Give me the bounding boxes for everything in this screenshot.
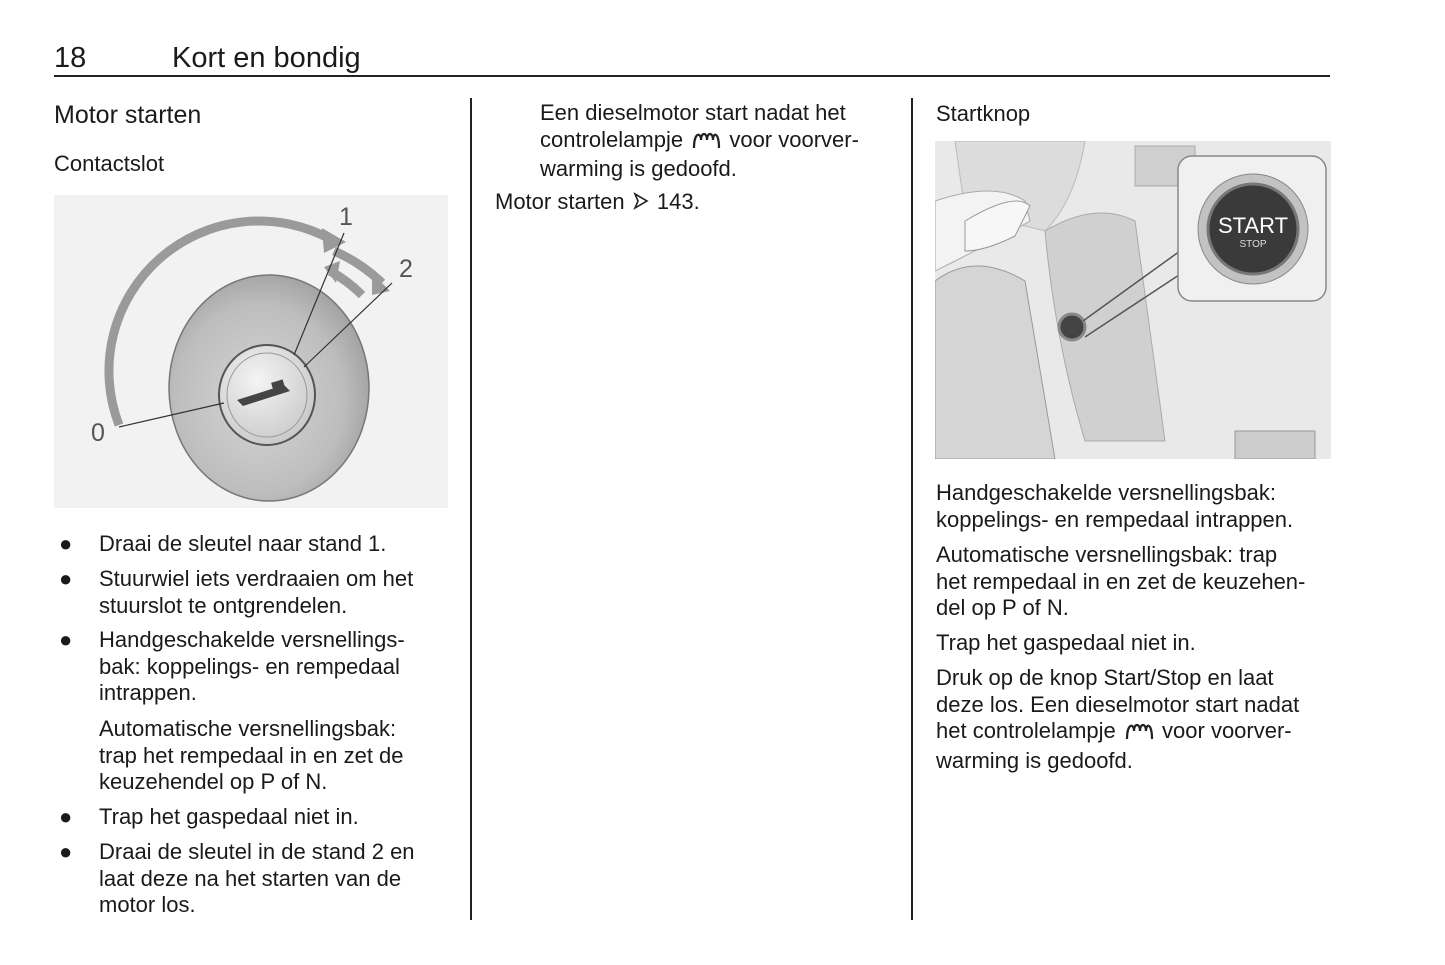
header-rule <box>54 75 1330 77</box>
position-label-0: 0 <box>91 419 105 447</box>
heading-motor-starten: Motor starten <box>54 101 202 129</box>
start-label: START <box>1217 213 1289 238</box>
reference-arrow-icon <box>633 190 649 217</box>
list-item: ● Draai de sleutel in de stand 2 en laat deze na het starten van de motor los. <box>59 839 415 917</box>
list-subparagraph: Automatische versnellingsbak: trap het rempedaal in en zet de keuzehendel op P of N. <box>99 716 404 794</box>
glow-plug-icon <box>1124 719 1154 748</box>
heading-startknop: Startknop <box>936 101 1031 126</box>
diesel-paragraph: Een dieselmotor start nadat het controlelampje voor voorver- warming is gedoofd. <box>540 100 859 181</box>
column-divider-right <box>911 98 913 920</box>
startknop-paragraph-1: Handgeschakelde versnellingsbak: koppelings- en rempedaal intrappen. <box>936 480 1294 532</box>
bullet-icon: ● <box>59 531 73 556</box>
position-label-1: 1 <box>339 203 353 231</box>
startknop-paragraph-3: Trap het gaspedaal niet in. <box>936 630 1196 655</box>
stop-label: STOP <box>1239 239 1267 250</box>
dashboard-drawing <box>935 141 1331 459</box>
list-item: ● Handgeschakelde versnellings- bak: koppelings- en rempedaal intrappen. <box>59 627 405 705</box>
heading-contactslot: Contactslot <box>54 151 165 176</box>
section-title: Kort en bondig <box>172 42 361 74</box>
bullet-icon: ● <box>59 566 73 591</box>
ignition-lock-figure <box>54 195 448 508</box>
bullet-icon: ● <box>59 627 73 652</box>
ignition-lock-drawing <box>54 195 448 508</box>
list-item: ● Trap het gaspedaal niet in. <box>59 804 359 829</box>
column-divider-left <box>470 98 472 920</box>
list-item: ● Stuurwiel iets verdraaien om het stuurslot te ontgrendelen. <box>59 566 414 618</box>
bullet-icon: ● <box>59 839 73 864</box>
glow-plug-icon <box>691 128 721 157</box>
start-button-figure <box>935 141 1331 459</box>
startknop-paragraph-2: Automatische versnellingsbak: trap het rempedaal in en zet de keuzehen- del op P of N. <box>936 542 1306 620</box>
position-label-2: 2 <box>399 255 413 283</box>
bullet-icon: ● <box>59 804 73 829</box>
startknop-paragraph-4: Druk op de knop Start/Stop en laat deze los. Een dieselmotor start nadat het controlelampje voor voorver- warming is gedoofd. <box>936 665 1300 773</box>
list-item: ● Draai de sleutel naar stand 1. <box>59 531 387 556</box>
cross-reference[interactable]: Motor starten 143. <box>495 189 700 217</box>
page-number: 18 <box>54 42 87 74</box>
